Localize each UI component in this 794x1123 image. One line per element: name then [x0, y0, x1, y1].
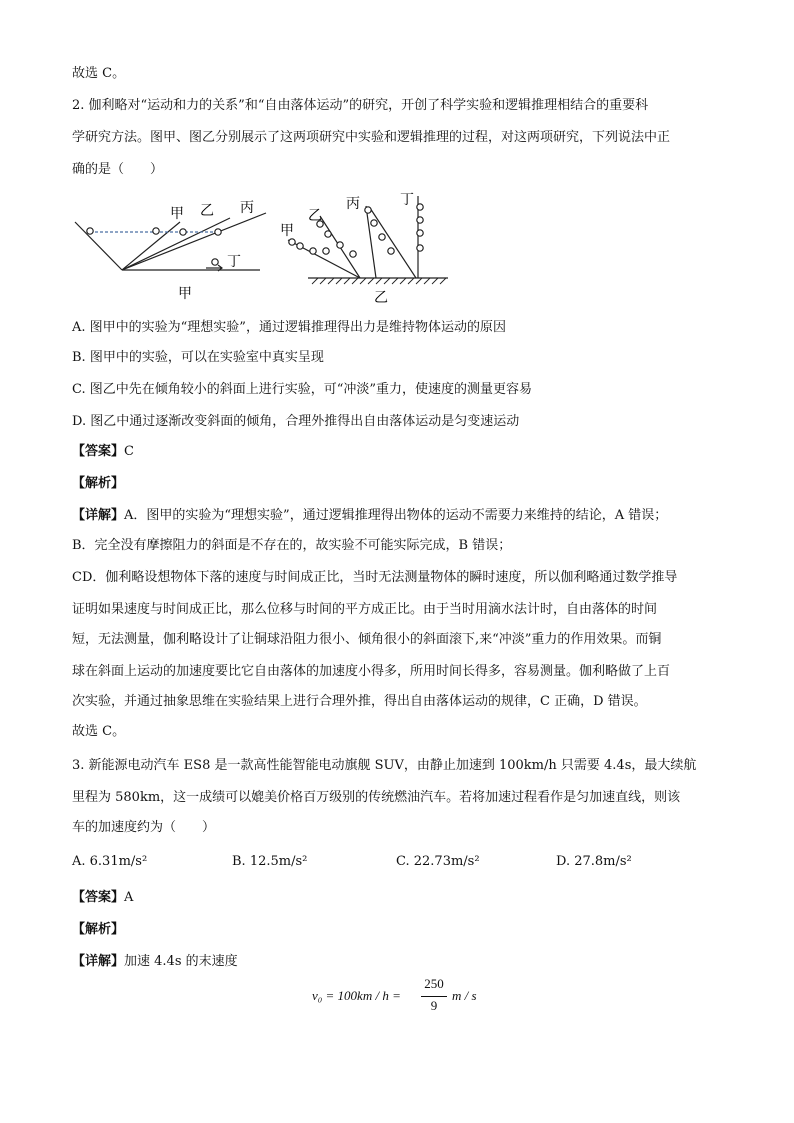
answer-2 — [72, 442, 134, 462]
question-3-line-3: 车的加速度约为（ ） — [72, 820, 216, 835]
detail-line-6: 球在斜面上运动的加速度要比它自由落体的加速度小得多，所用时间长得多，容易测量。伽利略做了上百 — [72, 664, 671, 679]
formula-unit: m / s — [452, 988, 477, 1003]
question-3-line-1: 3. 新能源电动汽车 ES8 是一款高性能智能电动旗舰 SUV，由静止加速到 100km/h 只需要 4.4s，最大续航 — [72, 758, 697, 773]
yi-caption: 乙 — [374, 290, 388, 306]
fraction-numerator: 250 — [424, 976, 444, 991]
detail-3-line — [72, 952, 238, 972]
detail-line-3: CD．伽利略设想物体下落的速度与时间成正比，当时无法测量物体的瞬时速度，所以伽利略通过数学推导 — [72, 570, 678, 585]
velocity-formula — [312, 976, 512, 1020]
jia-label-yi: 乙 — [200, 203, 214, 219]
yi-label-bing: 丙 — [346, 196, 360, 212]
analysis-tag-3: 【解析】 — [72, 922, 125, 937]
q3-option-a: A. 6.31m/s² — [72, 854, 148, 869]
option-a: A. 图甲中的实验为“理想实验”，通过逻辑推理得出力是维持物体运动的原因 — [72, 320, 506, 335]
yi-label-yi: 乙 — [308, 208, 322, 224]
q3-option-c: C. 22.73m/s² — [396, 854, 480, 869]
question-3-line-2: 里程为 580km，这一成绩可以媲美价格百万级别的传统燃油汽车。若将加速过程看作是匀加速直线，则该 — [72, 790, 681, 805]
yi-label-jia: 甲 — [280, 223, 294, 239]
option-c: C. 图乙中先在倾角较小的斜面上进行实验，可“冲淡”重力，使速度的测量更容易 — [72, 382, 533, 397]
answer-value: C — [124, 444, 134, 459]
detail-line-2: B．完全没有摩擦阻力的斜面是不存在的，故实验不可能实际完成，B 错误； — [72, 538, 512, 553]
detail-text-1: A．图甲的实验为“理想实验”，通过逻辑推理得出物体的运动不需要力来维持的结论，A 错误； — [124, 508, 668, 523]
jia-label-jia: 甲 — [170, 206, 184, 222]
formula-left: v₀ = 100km / h = — [312, 988, 401, 1003]
jia-label-bing: 丙 — [240, 200, 254, 216]
answer-tag: 【答案】 — [72, 444, 125, 459]
option-b: B. 图甲中的实验，可以在实验室中真实呈现 — [72, 350, 324, 365]
analysis-tag-2: 【解析】 — [72, 476, 125, 491]
detail-3-text: 加速 4.4s 的末速度 — [124, 954, 238, 969]
jia-label-ding: 丁 — [227, 254, 241, 270]
figure-yi-hatching — [312, 278, 446, 284]
conclusion-line: 故选 C。 — [72, 66, 126, 81]
detail-tag: 【详解】 — [72, 508, 125, 523]
galileo-figure — [70, 188, 470, 308]
fraction-denominator: 9 — [430, 998, 438, 1013]
detail-line-5: 短，无法测量，伽利略设计了让铜球沿阻力很小、倾角很小的斜面滚下,来“冲淡”重力的作用效果。而铜 — [72, 632, 662, 647]
answer-3-value: A — [124, 890, 134, 905]
q3-option-b: B. 12.5m/s² — [232, 854, 308, 869]
yi-label-ding: 丁 — [400, 192, 414, 208]
detail-line-7: 次实验，并通过抽象思维在实验结果上进行合理外推，得出自由落体运动的规律，C 正确，D 错误。 — [72, 694, 647, 709]
question-2-line-3: 确的是（ ） — [72, 162, 164, 177]
conclusion-line-2: 故选 C。 — [72, 724, 126, 739]
question-2-line-1: 2. 伽利略对“运动和力的关系”和“自由落体运动”的研究，开创了科学实验和逻辑推理相结合的重要科 — [72, 98, 649, 113]
answer-3-tag: 【答案】 — [72, 890, 125, 905]
question-2-line-2: 学研究方法。图甲、图乙分别展示了这两项研究中实验和逻辑推理的过程，对这两项研究，下列说法中正 — [72, 130, 671, 145]
detail-3-tag: 【详解】 — [72, 954, 125, 969]
fraction-bar — [421, 996, 447, 997]
detail-line-1 — [72, 506, 667, 526]
answer-3 — [72, 888, 133, 908]
option-d: D. 图乙中通过逐渐改变斜面的倾角，合理外推得出自由落体运动是匀变速运动 — [72, 414, 520, 429]
jia-caption: 甲 — [178, 286, 192, 302]
q3-option-d: D. 27.8m/s² — [556, 854, 632, 869]
figure-jia-balls — [87, 228, 221, 265]
detail-line-4: 证明如果速度与时间成正比，那么位移与时间的平方成正比。由于当时用滴水法计时，自由落体的时间 — [72, 602, 658, 617]
